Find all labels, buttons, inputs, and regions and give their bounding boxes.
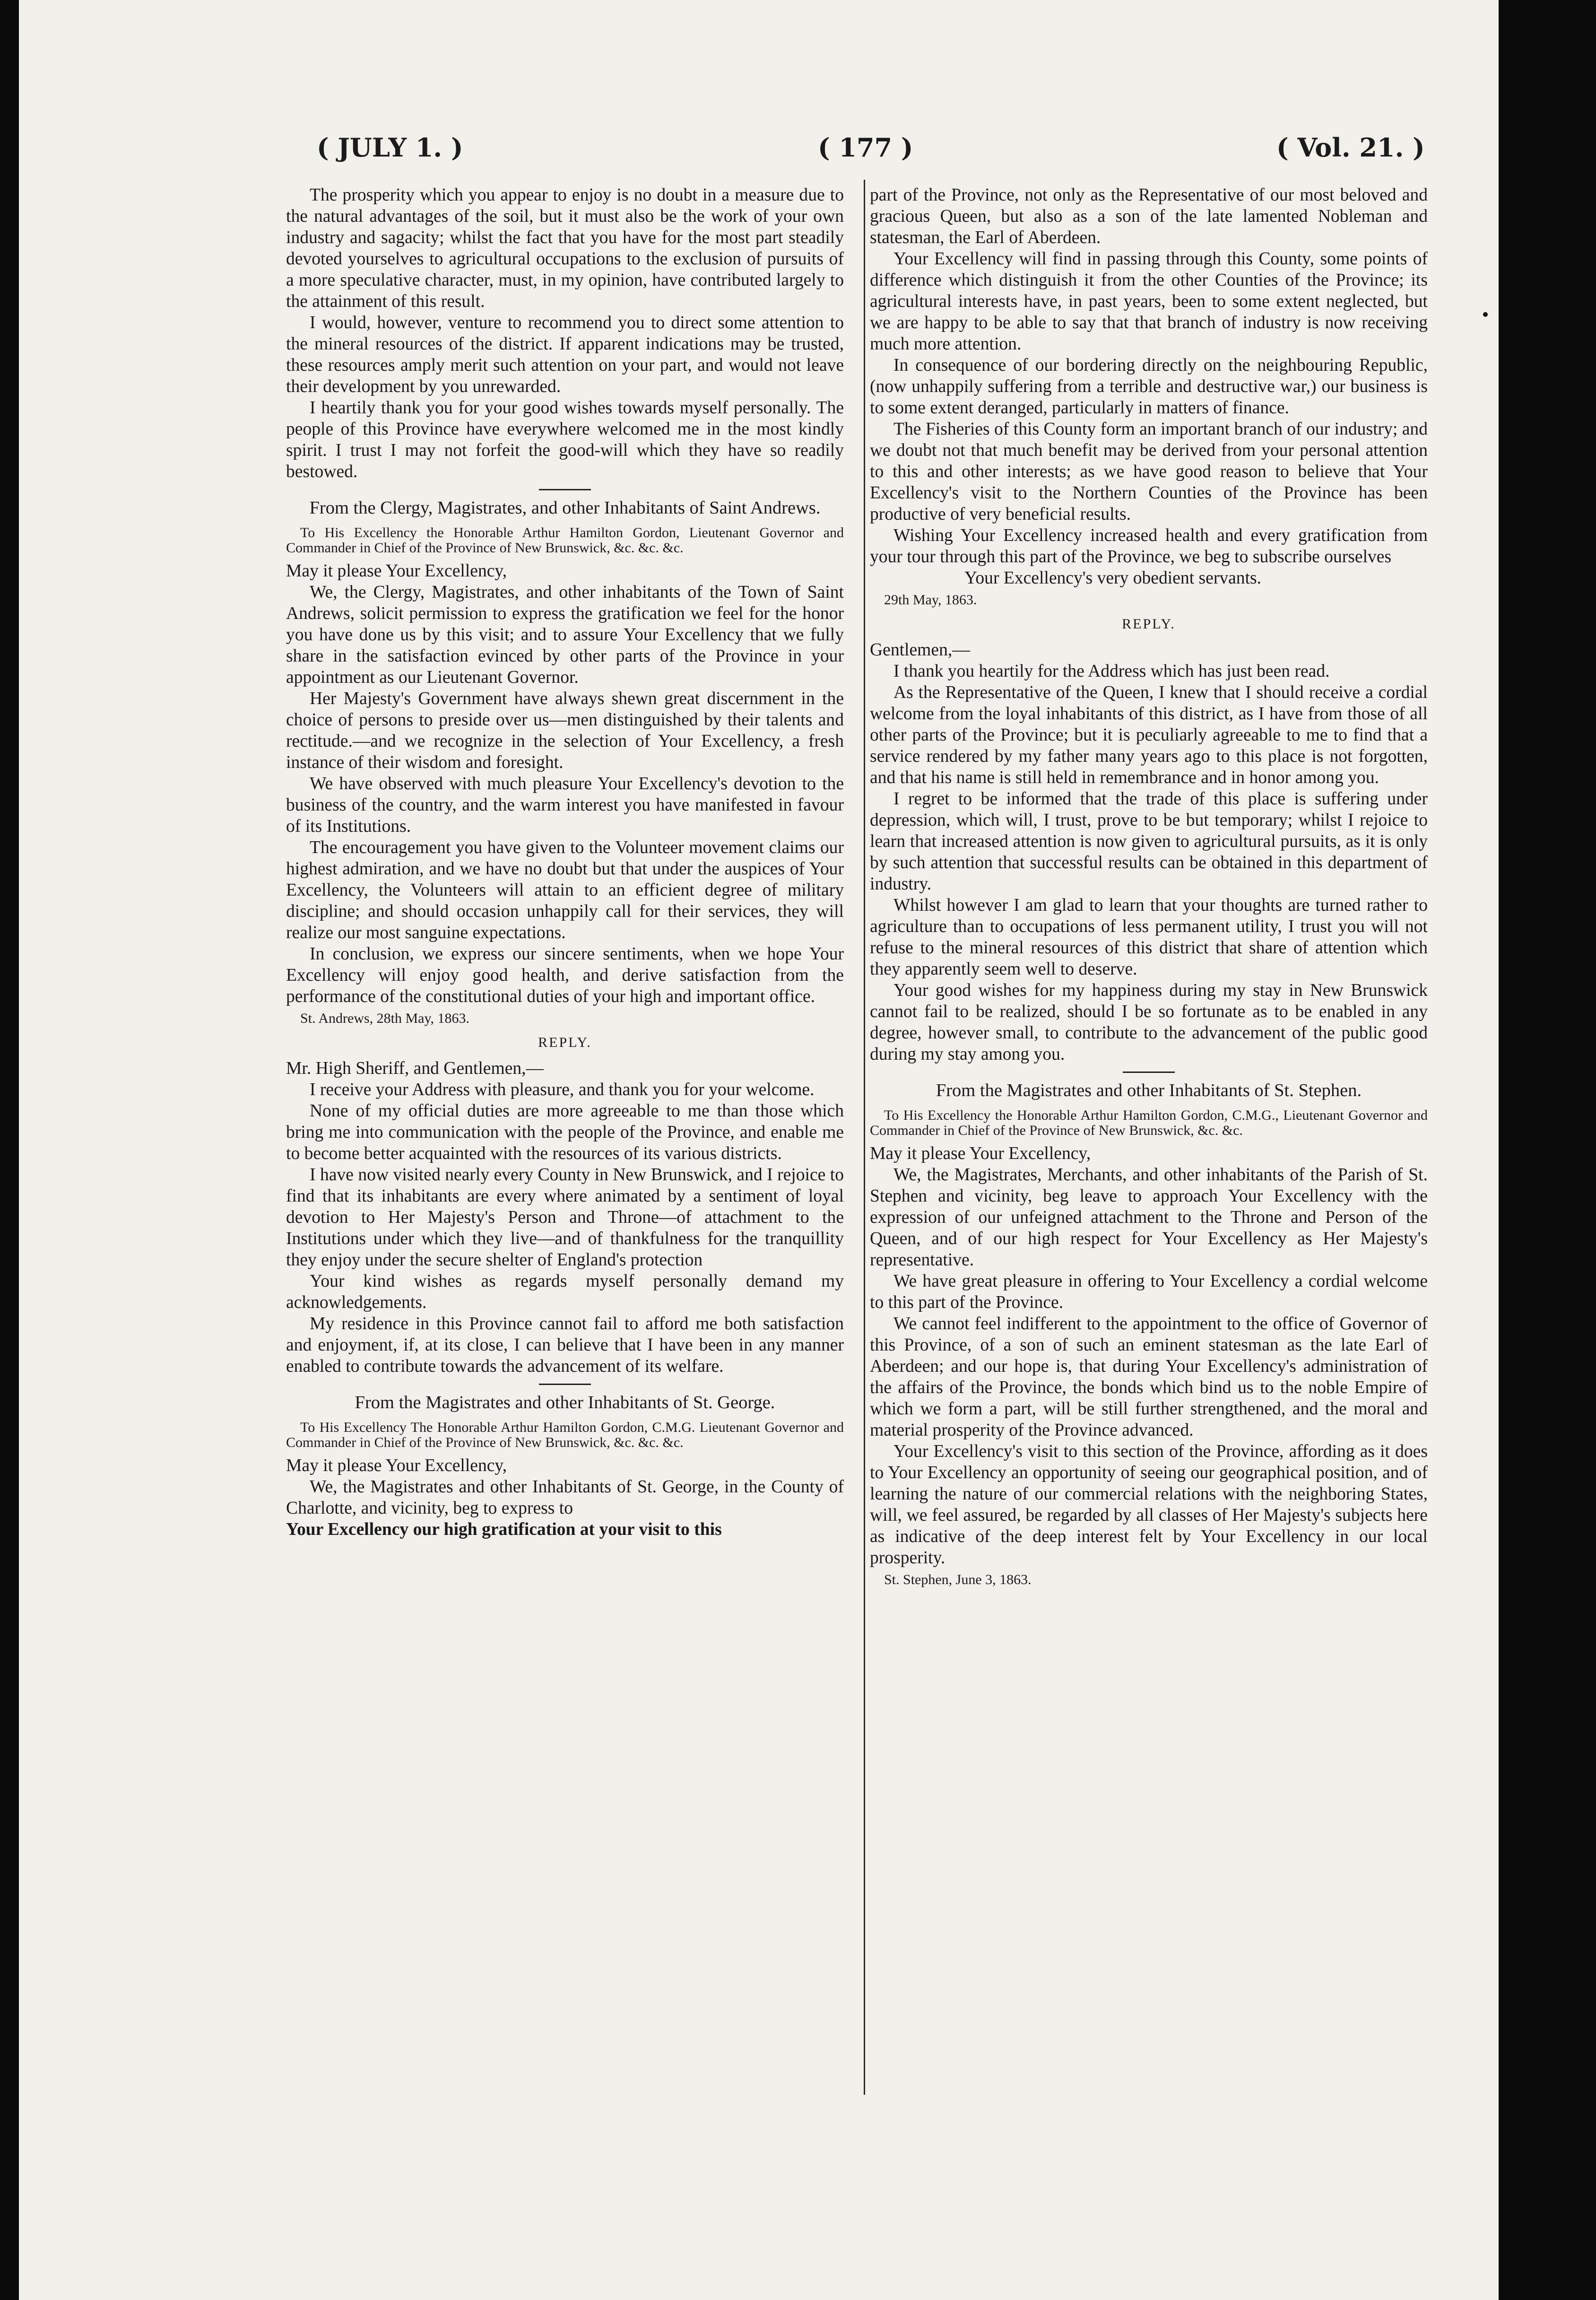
address-source-heading: From the Magistrates and other Inhabitants of St. Stephen. — [936, 1080, 1362, 1100]
paragraph: In conclusion, we express our sincere sentiments, when we hope Your Excellency will enjoy good health, and derive satisfaction from the performance of the constitutional duties of your high and important office. — [286, 944, 844, 1006]
paragraph: I thank you heartily for the Address which has just been read. — [893, 662, 1330, 681]
paragraph: I heartily thank you for your good wishes towards myself personally. The people of this Province have everywhere welcomed me in the most kindly spirit. I trust I may not forfeit the good-will which they have so readily bestowed. — [286, 398, 844, 481]
dateline: 29th May, 1863. — [884, 592, 977, 608]
paragraph: We, the Magistrates and other Inhabitants of St. George, in the County of Charlotte, and vicinity, beg to express to — [286, 1477, 844, 1518]
dateline: St. Stephen, June 3, 1863. — [884, 1572, 1032, 1587]
paragraph: In consequence of our bordering directly on the neighbouring Republic, (now unhappily suffering from a terrible and destructive war,) our business is to some extent deranged, particularly in matters of finance. — [870, 356, 1428, 418]
paragraph: I have now visited nearly every County in New Brunswick, and I rejoice to find that its inhabitants are every where animated by a sentiment of loyal devotion to Her Majesty's Person and Throne—of attachment to the Institutions under which they live—and of thankfulness for the tranquillity they enjoy under the secure shelter of England's protection — [286, 1165, 844, 1270]
paragraph: As the Representative of the Queen, I knew that I should receive a cordial welcome from the loyal inhabitants of this district, as I have from those of all other parts of the Province; but it is peculiarly agreeable to me to find that a service rendered by my father many years ago to this place is not forgotten, and that his name is still held in remembrance and in honor among you. — [870, 683, 1428, 787]
paragraph: We have observed with much pleasure Your Excellency's devotion to the business of the country, and the warm interest you have manifested in favour of its Institutions. — [286, 774, 844, 836]
salutation: Mr. High Sheriff, and Gentlemen,— — [286, 1059, 544, 1078]
paragraph: The encouragement you have given to the Volunteer movement claims our highest admiration, and we have no doubt but that under the auspices of Your Excellency, the Volunteers will attain to an efficient degree of military discipline; and should occasion unhappily call for their services, they will realize our most sanguine expectations. — [286, 838, 844, 942]
paragraph: The prosperity which you appear to enjoy is no doubt in a measure due to the natural advantages of the soil, but it must also be the work of your own industry and sagacity; whilst the fact that you have for the most part steadily devoted yourselves to agricultural occupations to the exclusion of pursuits of a more speculative character, must, in my opinion, have contributed largely to the attainment of this result. — [286, 185, 844, 311]
paragraph: The Fisheries of this County form an important branch of our industry; and we doubt not that much benefit may be derived from your personal attention to this and other interests; as we have good reason to believe that Your Excellency's visit to the Northern Counties of the Province has been productive of very beneficial results. — [870, 419, 1428, 524]
paragraph: Your Excellency will find in passing through this County, some points of difference which distinguish it from the other Counties of the Province; its agricultural interests have, in past years, been to some extent neglected, but we are happy to be able to say that that branch of industry is now receiving much more attention. — [870, 249, 1428, 354]
paragraph: We, the Clergy, Magistrates, and other inhabitants of the Town of Saint Andrews, solicit permission to express the gratification we feel for the honor you have done us by this visit; and to assure Your Excellency that we fully share in the satisfaction evinced by other parts of the Province in your appointment as our Lieutenant Governor. — [286, 583, 844, 687]
section-rule — [1123, 1072, 1175, 1073]
address-source-heading: From the Magistrates and other Inhabitants of St. George. — [355, 1393, 775, 1412]
volume-number: ( Vol. 21. ) — [1276, 132, 1425, 163]
page-header — [19, 132, 1499, 180]
salutation: May it please Your Excellency, — [286, 561, 507, 581]
address-source-heading: From the Clergy, Magistrates, and other Inhabitants of Saint Andrews. — [309, 498, 821, 518]
edge-mark — [19, 274, 27, 331]
reply-heading: REPLY. — [538, 1035, 592, 1050]
signature-line: Your Excellency's very obedient servants. — [964, 568, 1262, 588]
address-salutation-line: To His Excellency The Honorable Arthur Hamilton Gordon, C.M.G. Lieutenant Governor and Commander in Chief of the Province of New Brunswick, &c. &c. &c. — [286, 1420, 844, 1450]
address-salutation-line: To His Excellency the Honorable Arthur Hamilton Gordon, C.M.G., Lieutenant Governor and Commander in Chief of the Province of New Brunswick, &c. &c. — [870, 1107, 1428, 1138]
left-column — [286, 184, 844, 1540]
paragraph: Your kind wishes as regards myself personally demand my acknowledgements. — [286, 1272, 844, 1312]
address-salutation-line: To His Excellency the Honorable Arthur Hamilton Gordon, Lieutenant Governor and Commander in Chief of the Province of New Brunswick, &c. &c. &c. — [286, 525, 844, 556]
paragraph: I receive your Address with pleasure, and thank you for your welcome. — [310, 1080, 815, 1099]
reply-heading: REPLY. — [1122, 616, 1176, 632]
newspaper-page — [19, 0, 1499, 2300]
paragraph-continuation: part of the Province, not only as the Representative of our most beloved and gracious Queen, but also as a son of the late lamented Nobleman and statesman, the Earl of Aberdeen. — [870, 185, 1428, 247]
ink-dot — [1483, 312, 1488, 317]
paragraph: I regret to be informed that the trade of this place is suffering under depression, which will, I trust, prove to be but temporary; whilst I rejoice to learn that increased attention is now given to agricultural pursuits, as it is only by such attention that successful results can be obtained in this department of industry. — [870, 789, 1428, 894]
right-column — [870, 184, 1428, 1592]
paragraph: My residence in this Province cannot fail to afford me both satisfaction and enjoyment, if, at its close, I can believe that I have been in any manner enabled to contribute towards the advancement of its welfare. — [286, 1314, 844, 1376]
paragraph: Whilst however I am glad to learn that your thoughts are turned rather to agriculture than to occupations of less permanent utility, I trust you will not refuse to the mineral resources of this district that share of attention which they apparently seem well to deserve. — [870, 896, 1428, 979]
paragraph: We cannot feel indifferent to the appointment to the office of Governor of this Province, of a son of such an eminent statesman as the late Earl of Aberdeen; and our hope is, that during Your Excellency's administration of the affairs of the Province, the bonds which bind us to the noble Empire of which we form a part, will be still further strengthened, and the moral and material prosperity of the Province advanced. — [870, 1314, 1428, 1440]
page-number: ( 177 ) — [818, 132, 913, 163]
paragraph: Your good wishes for my happiness during my stay in New Brunswick cannot fail to be realized, should I be so fortunate as to be enabled in any degree, however small, to contribute to the advancement of the public good during my stay among you. — [870, 981, 1428, 1064]
paragraph: Your Excellency's visit to this section of the Province, affording as it does to Your Excellency an opportunity of seeing our geographical position, and of learning the nature of our commercial relations with the neighboring States, will, we feel assured, be regarded by all classes of Her Majesty's subjects here as indicative of the deep interest felt by Your Excellency in our local prosperity. — [870, 1442, 1428, 1568]
salutation: May it please Your Excellency, — [870, 1144, 1091, 1163]
edge-mark — [19, 416, 27, 449]
issue-date: ( JULY 1. ) — [317, 132, 463, 163]
paragraph: None of my official duties are more agreeable to me than those which bring me into communication with the people of the Province, and enable me to become better acquainted with the resources of its various districts. — [286, 1101, 844, 1163]
paragraph: Wishing Your Excellency increased health and every gratification from your tour through this part of the Province, we beg to subscribe ourselves — [870, 526, 1428, 566]
paragraph: We have great pleasure in offering to Your Excellency a cordial welcome to this part of the Province. — [870, 1272, 1428, 1312]
section-rule — [539, 1384, 591, 1385]
paragraph: I would, however, venture to recommend you to direct some attention to the mineral resources of the district. If apparent indications may be trusted, these resources amply merit such attention on your part, and would not leave their development by you unrewarded. — [286, 313, 844, 396]
salutation: Gentlemen,— — [870, 640, 970, 660]
section-rule — [539, 489, 591, 490]
salutation: May it please Your Excellency, — [286, 1456, 507, 1475]
paragraph: We, the Magistrates, Merchants, and other inhabitants of the Parish of St. Stephen and vicinity, beg leave to approach Your Excellency with the expression of our unfeigned attachment to the Throne and Person of the Queen, and of our high respect for Your Excellency as Her Majesty's representative. — [870, 1165, 1428, 1270]
paragraph-continuation: Your Excellency our high gratification at your visit to this — [286, 1520, 722, 1539]
column-divider — [864, 180, 865, 2095]
paragraph: Her Majesty's Government have always shewn great discernment in the choice of persons to preside over us—men distinguished by their talents and rectitude.—and we recognize in the selection of Your Excellency, a fresh instance of their wisdom and foresight. — [286, 689, 844, 772]
dateline: St. Andrews, 28th May, 1863. — [300, 1011, 470, 1026]
